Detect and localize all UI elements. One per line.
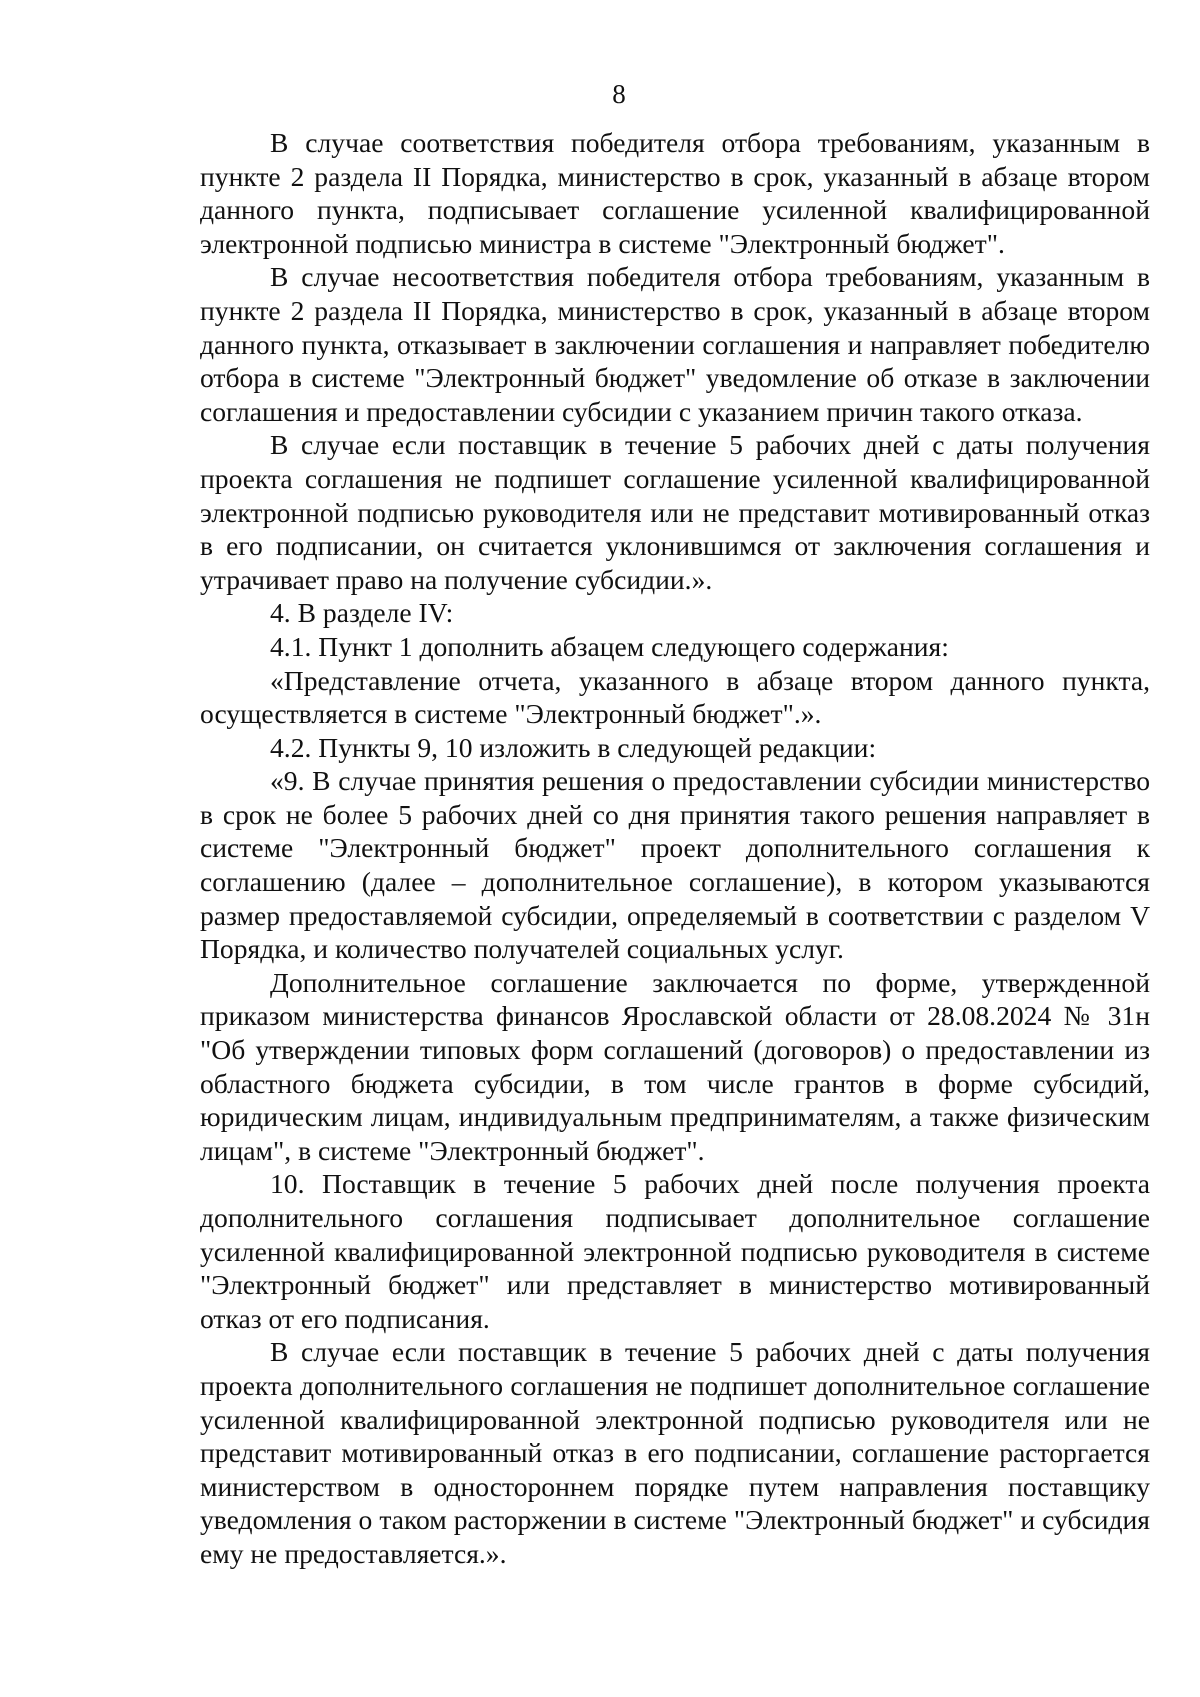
page-number: 8 xyxy=(612,79,626,109)
paragraph-item-4-2: 4.2. Пункты 9, 10 изложить в следующей редакции: xyxy=(270,731,877,763)
paragraph-report-submission: «Представление отчета, указанного в абзаце втором данного пункта, осуществляется в системе "Электронный бюджет".». xyxy=(200,664,1150,730)
paragraph-agreement-termination: В случае если поставщик в течение 5 рабочих дней с даты получения проекта дополнительного соглашения не подпишет дополнительное соглашение усиленной квалифицированной электронной подписью руководителя или не представит мотивированный отказ в его подписании, соглашение расторгается министерством в одностороннем порядке путем направления поставщику уведомления о таком расторжении в системе "Электронный бюджет" и субсидия ему не предоставляется.». xyxy=(200,1336,1150,1569)
paragraph-winner-compliance: В случае соответствия победителя отбора требованиям, указанным в пункте 2 раздела II Порядка, министерство в срок, указанный в абзаце втором данного пункта, подписывает соглашение усиленной квалифицированной электронной подписью министра в системе "Электронный бюджет". xyxy=(200,127,1150,259)
paragraph-point-9: «9. В случае принятия решения о предоставлении субсидии министерство в срок не более 5 рабочих дней со дня принятия такого решения направляет в системе "Электронный бюджет" проект дополнительного соглашения к соглашению (далее – дополнительное соглашение), в котором указываются размер предоставляемой субсидии, определяемый в соответствии с разделом V Порядка, и количество получателей социальных услуг. xyxy=(200,765,1150,965)
paragraph-supplier-evasion: В случае если поставщик в течение 5 рабочих дней с даты получения проекта соглашения не подпишет соглашение усиленной квалифицированной электронной подписью руководителя или не представит мотивированный отказ в его подписании, он считается уклонившимся от заключения соглашения и утрачивает право на получение субсидии.». xyxy=(200,429,1150,595)
document-body xyxy=(200,126,1150,1571)
paragraph-winner-noncompliance: В случае несоответствия победителя отбора требованиям, указанным в пункте 2 раздела II Порядка, министерство в срок, указанный в абзаце втором данного пункта, отказывает в заключении соглашения и направляет победителю отбора в системе "Электронный бюджет" уведомление об отказе в заключении соглашения и предоставлении субсидии с указанием причин такого отказа. xyxy=(200,261,1150,427)
paragraph-section-iv: 4. В разделе IV: xyxy=(270,597,454,629)
paragraph-point-10: 10. Поставщик в течение 5 рабочих дней после получения проекта дополнительного соглашения подписывает дополнительное соглашение усиленной квалифицированной электронной подписью руководителя в системе "Электронный бюджет" или представляет в министерство мотивированный отказ от его подписания. xyxy=(200,1168,1150,1334)
paragraph-additional-agreement-form: Дополнительное соглашение заключается по форме, утвержденной приказом министерства финансов Ярославской области от 28.08.2024 № 31н "Об утверждении типовых форм соглашений (договоров) о предоставлении из областного бюджета субсидии, в том числе грантов в форме субсидий, юридическим лицам, индивидуальным предпринимателям, а также физическим лицам", в системе "Электронный бюджет". xyxy=(200,966,1150,1166)
paragraph-item-4-1: 4.1. Пункт 1 дополнить абзацем следующего содержания: xyxy=(270,630,949,662)
